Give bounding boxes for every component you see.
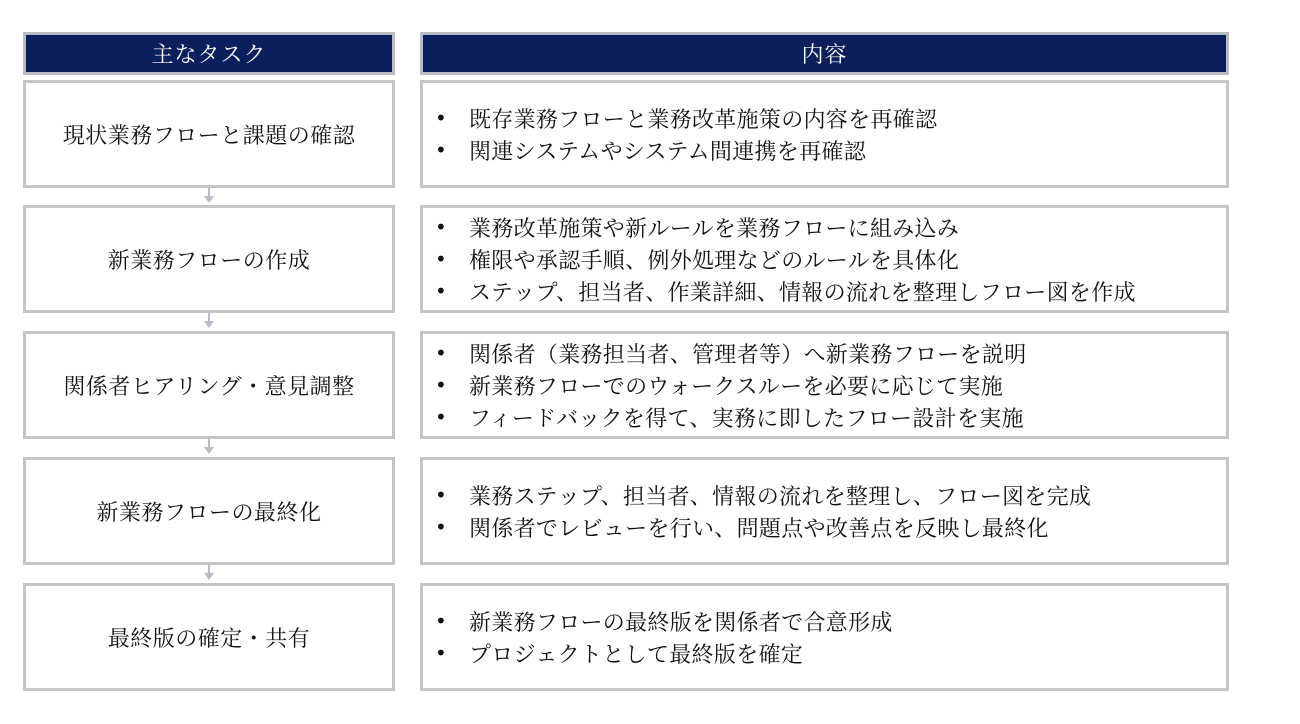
- content-item-text: 新業務フローの最終版を関係者で合意形成: [469, 610, 893, 636]
- task-box-4: 新業務フローの最終化: [23, 457, 395, 565]
- task-column-header: 主なタスク: [23, 32, 395, 75]
- content-item: [435, 369, 1226, 401]
- task-box-3: 関係者ヒアリング・意見調整: [23, 331, 395, 439]
- content-item: [435, 243, 1226, 275]
- content-item-text: 業務ステップ、担当者、情報の流れを整理し、フロー図を完成: [469, 484, 1092, 510]
- content-item: [435, 337, 1226, 369]
- content-box-5: [420, 583, 1229, 691]
- content-box-4: [420, 457, 1229, 565]
- content-item-text: 関係者でレビューを行い、問題点や改善点を反映し最終化: [469, 516, 1049, 542]
- content-item-text: 関係者（業務担当者、管理者等）へ新業務フローを説明: [469, 342, 1027, 368]
- flow-arrow-down-icon: [204, 565, 214, 581]
- content-item: [435, 275, 1226, 307]
- content-item-text: 業務改革施策や新ルールを業務フローに組み込み: [469, 216, 960, 242]
- content-item: [435, 211, 1226, 243]
- content-item-text: 新業務フローでのウォークスルーを必要に応じて実施: [469, 374, 1004, 400]
- content-box-1: [420, 80, 1229, 188]
- flow-arrow-down-icon: [204, 439, 214, 455]
- content-item: [435, 479, 1226, 511]
- content-item-text: フィードバックを得て、実務に即したフロー設計を実施: [469, 406, 1024, 432]
- content-item-text: プロジェクトとして最終版を確定: [469, 642, 804, 668]
- content-item-text: ステップ、担当者、作業詳細、情報の流れを整理しフロー図を作成: [469, 280, 1136, 306]
- content-item-text: 権限や承認手順、例外処理などのルールを具体化: [469, 248, 960, 274]
- bullet-icon: •: [435, 279, 448, 303]
- content-item: [435, 605, 1226, 637]
- flow-arrow-down-icon: [204, 188, 214, 204]
- bullet-icon: •: [435, 138, 448, 162]
- bullet-icon: •: [435, 106, 448, 130]
- content-column-header: 内容: [420, 32, 1229, 75]
- bullet-icon: •: [435, 483, 448, 507]
- bullet-icon: •: [435, 215, 448, 239]
- content-item: [435, 134, 1226, 166]
- content-item-text: 既存業務フローと業務改革施策の内容を再確認: [469, 107, 938, 133]
- task-box-1: 現状業務フローと課題の確認: [23, 80, 395, 188]
- content-item-text: 関連システムやシステム間連携を再確認: [469, 139, 867, 165]
- bullet-icon: •: [435, 515, 448, 539]
- bullet-icon: •: [435, 609, 448, 633]
- flow-arrow-down-icon: [204, 313, 214, 329]
- content-item: [435, 102, 1226, 134]
- bullet-icon: •: [435, 341, 448, 365]
- content-box-3: [420, 331, 1229, 439]
- content-item: [435, 401, 1226, 433]
- bullet-icon: •: [435, 641, 448, 665]
- bullet-icon: •: [435, 373, 448, 397]
- task-box-5: 最終版の確定・共有: [23, 583, 395, 691]
- content-item: [435, 511, 1226, 543]
- bullet-icon: •: [435, 405, 448, 429]
- bullet-icon: •: [435, 247, 448, 271]
- content-box-2: [420, 205, 1229, 313]
- content-item: [435, 637, 1226, 669]
- task-box-2: 新業務フローの作成: [23, 205, 395, 313]
